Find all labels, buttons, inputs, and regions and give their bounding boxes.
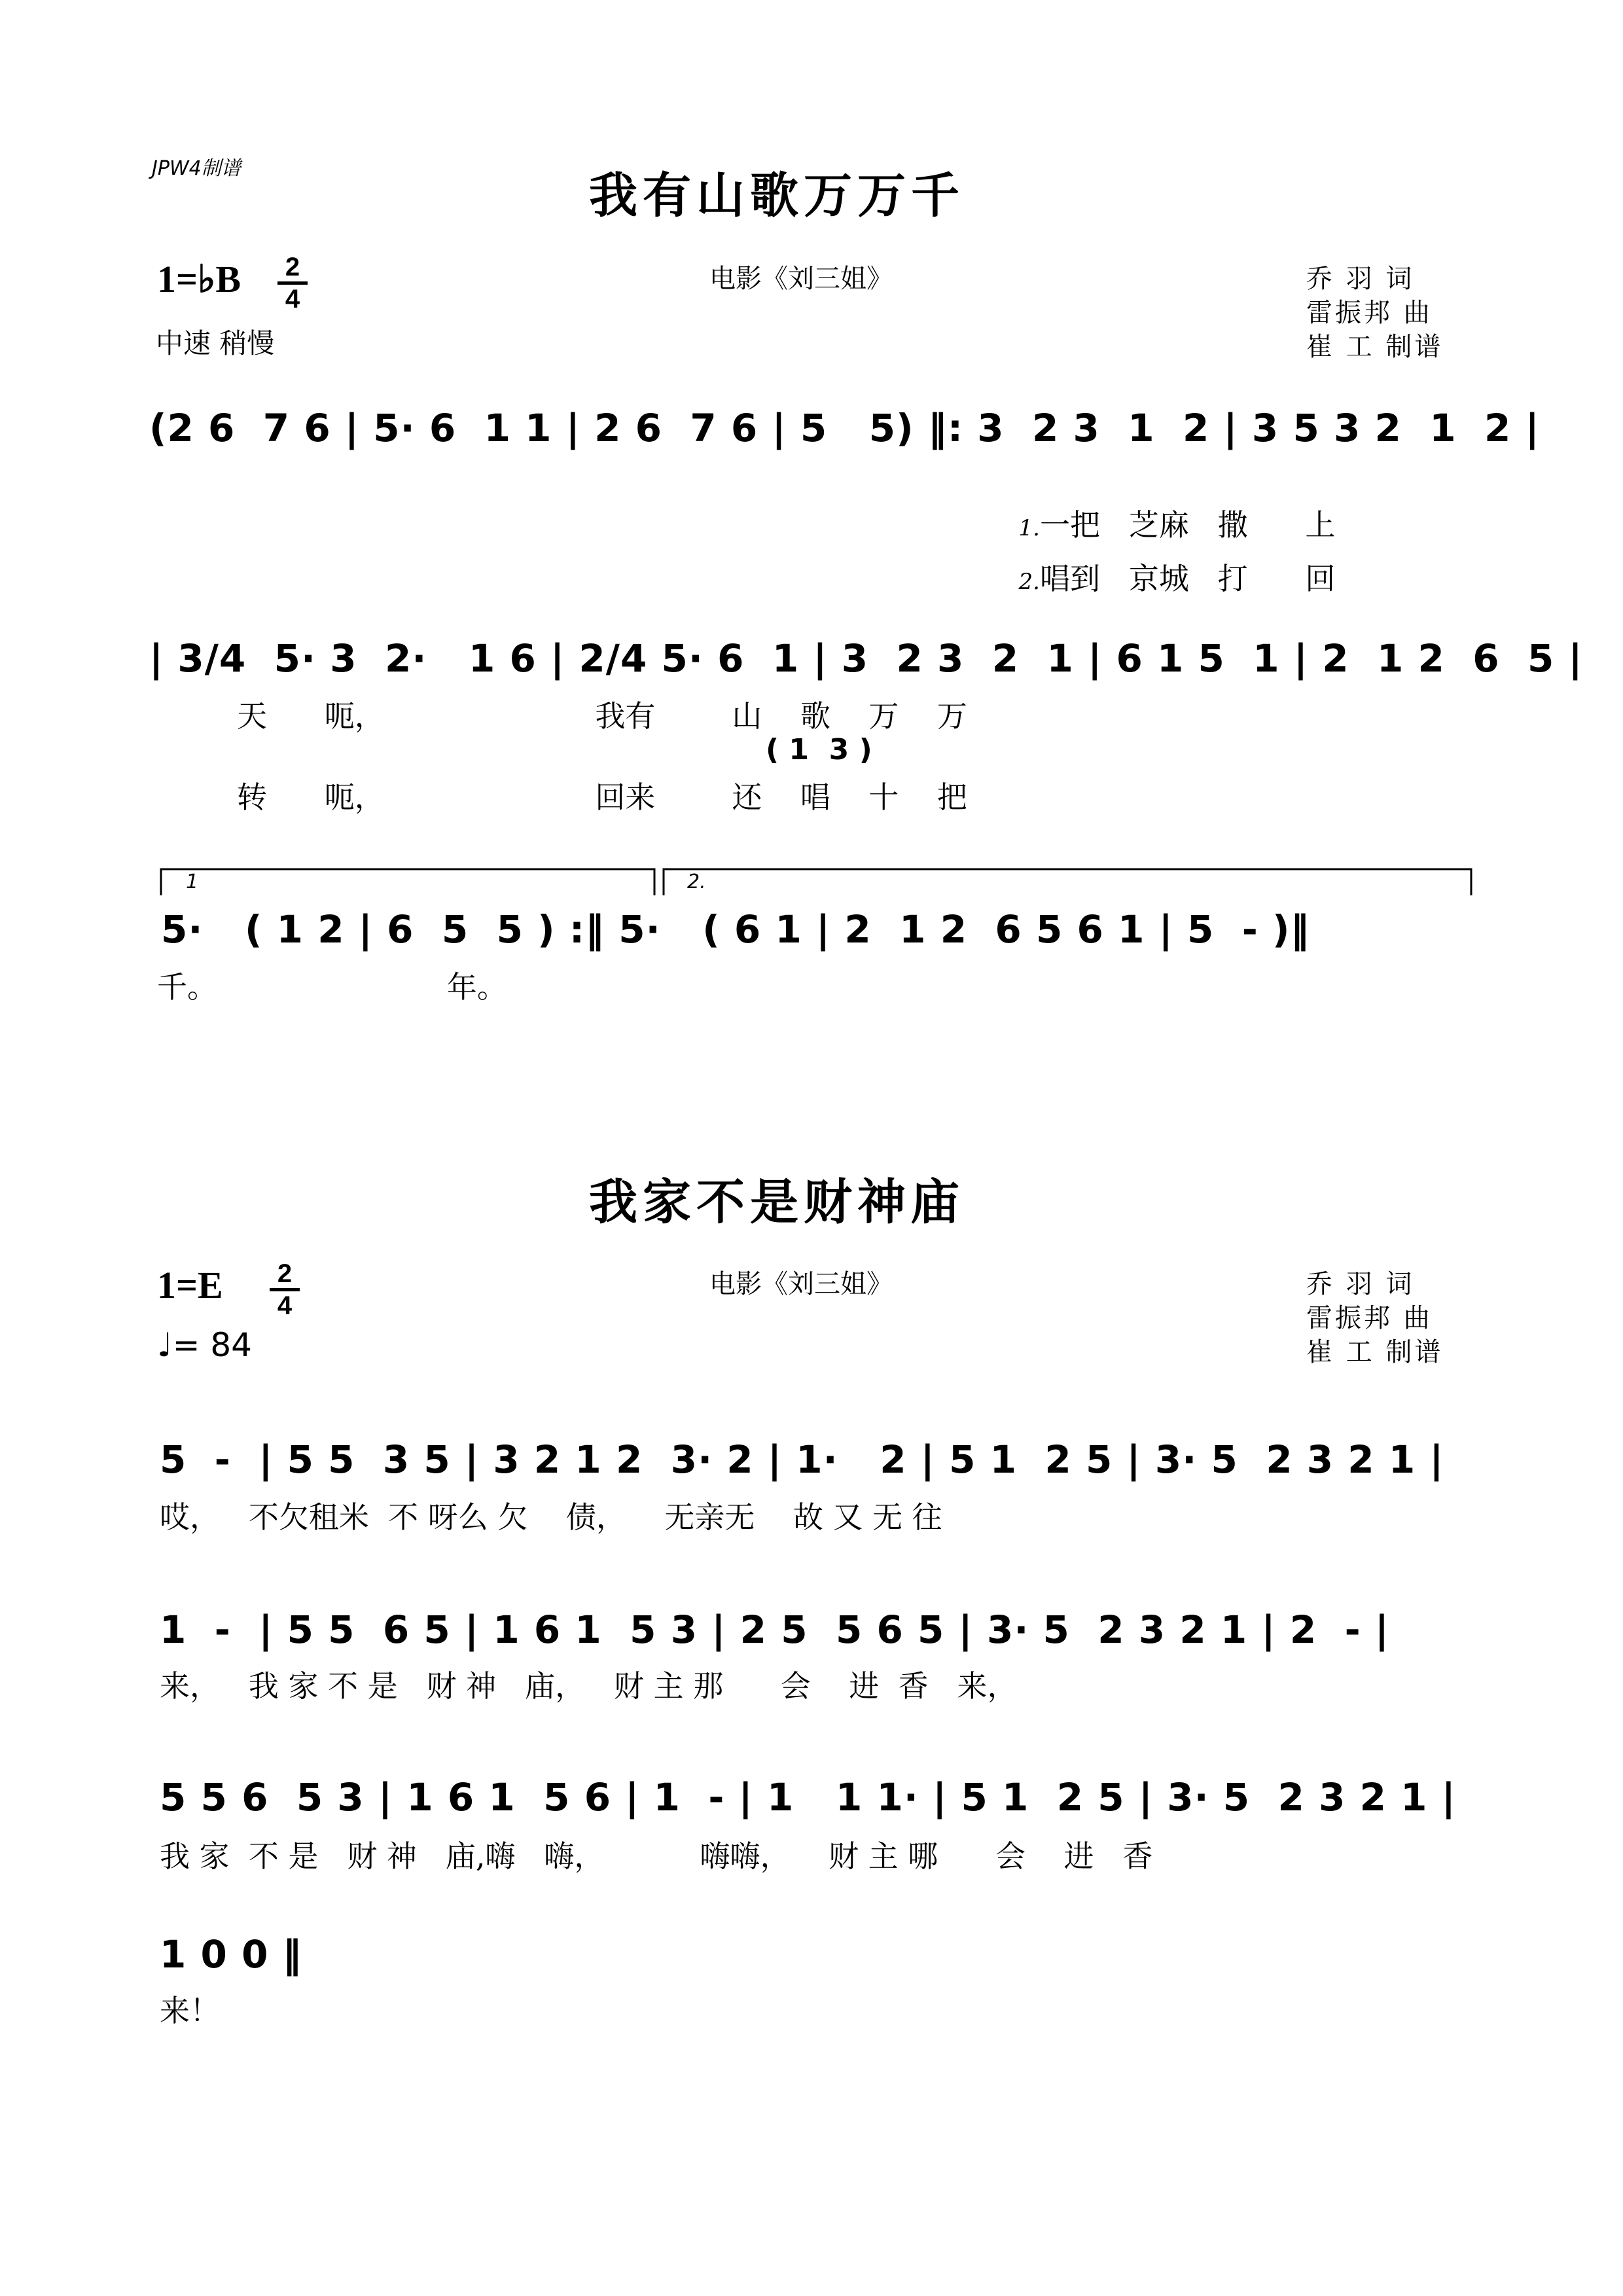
lyric-text: 一把 芝麻 撒 上 [1039,507,1336,543]
lyric-line: 来， 我 家 不 是 财 神 庙， 财 主 那 会 进 香 来， [160,1668,1018,1704]
song-title: 我有山歌万万千 [589,168,965,224]
verse-number: 2. [1018,569,1040,595]
verse-number: 1. [1018,515,1040,541]
arranger: 崔 工 制谱 [1306,1337,1444,1367]
lyricist: 乔 羽 词 [1306,1269,1415,1299]
time-signature-bottom: 4 [277,1291,293,1320]
staff-line: 1 0 0 ‖ [160,1932,302,1977]
key-signature: 1=♭B [157,258,241,300]
staff-line: 5 5 6 5 3 | 1 6 1 5 6 | 1 - | 1 1 1· | 5 1 2 5 | 3· 5 2 3 2 1 | [160,1775,1456,1820]
alternate-notes: ( 1 3 ) [766,733,872,766]
first-ending-label: 1 [186,870,199,893]
staff-line: 1 - | 5 5 6 5 | 1 6 1 5 3 | 2 5 5 6 5 | 3· 5 2 3 2 1 | 2 - | [160,1607,1390,1652]
tempo-marking: ♩= 84 [157,1326,252,1364]
arranger: 崔 工 制谱 [1306,332,1444,362]
time-signature-top: 2 [277,1259,293,1288]
lyric-line: 天 呃， 我有 山 歌 万 万 [237,698,967,734]
staff-line: | 3/4 5· 3 2· 1 6 | 2/4 5· 6 1 | 3 2 3 2 1 | 6 1 5 1 | 2 1 2 6 5 | [149,636,1583,681]
song-source: 电影《刘三姐》 [709,1269,893,1299]
lyric-line: 我 家 不 是 财 神 庙,嗨 嗨， 嗨嗨， 财 主 哪 会 进 香 [160,1839,1153,1874]
lyric-text: 唱到 京城 打 回 [1039,561,1336,596]
composer: 雷振邦 曲 [1306,1303,1433,1333]
lyric-line: 哎， 不欠租米 不 呀么 欠 债， 无亲无 故 又 无 往 [160,1499,942,1535]
lyricist: 乔 羽 词 [1306,264,1415,294]
tempo-marking: 中速 稍慢 [156,327,275,359]
staff-line: (2 6 7 6 | 5· 6 1 1 | 2 6 7 6 | 5 5) ‖: 3 2 3 1 2 | 3 5 3 2 1 2 | [149,406,1540,450]
staff-line: 5· ( 1 2 | 6 5 5 ) :‖ 5· ( 6 1 | 2 1 2 6 5 6 1 | 5 - )‖ [161,907,1310,952]
staff-line: 5 - | 5 5 3 5 | 3 2 1 2 3· 2 | 1· 2 | 5 1 2 5 | 3· 5 2 3 2 1 | [160,1437,1444,1482]
composer: 雷振邦 曲 [1306,298,1433,328]
time-signature [270,1261,300,1319]
song-source: 电影《刘三姐》 [709,264,893,294]
time-signature-top: 2 [285,253,300,281]
second-ending-label: 2. [687,870,706,893]
lyric-line: 来！ [160,1993,220,2028]
engraver-credit: JPW4制谱 [152,157,241,180]
lyric-line: 转 呃， 回来 还 唱 十 把 [237,780,967,815]
time-signature-bottom: 4 [285,285,300,314]
song-title: 我家不是财神庙 [589,1174,965,1230]
key-signature: 1=E [157,1264,223,1306]
lyric-line: 千。 年。 [157,969,507,1005]
